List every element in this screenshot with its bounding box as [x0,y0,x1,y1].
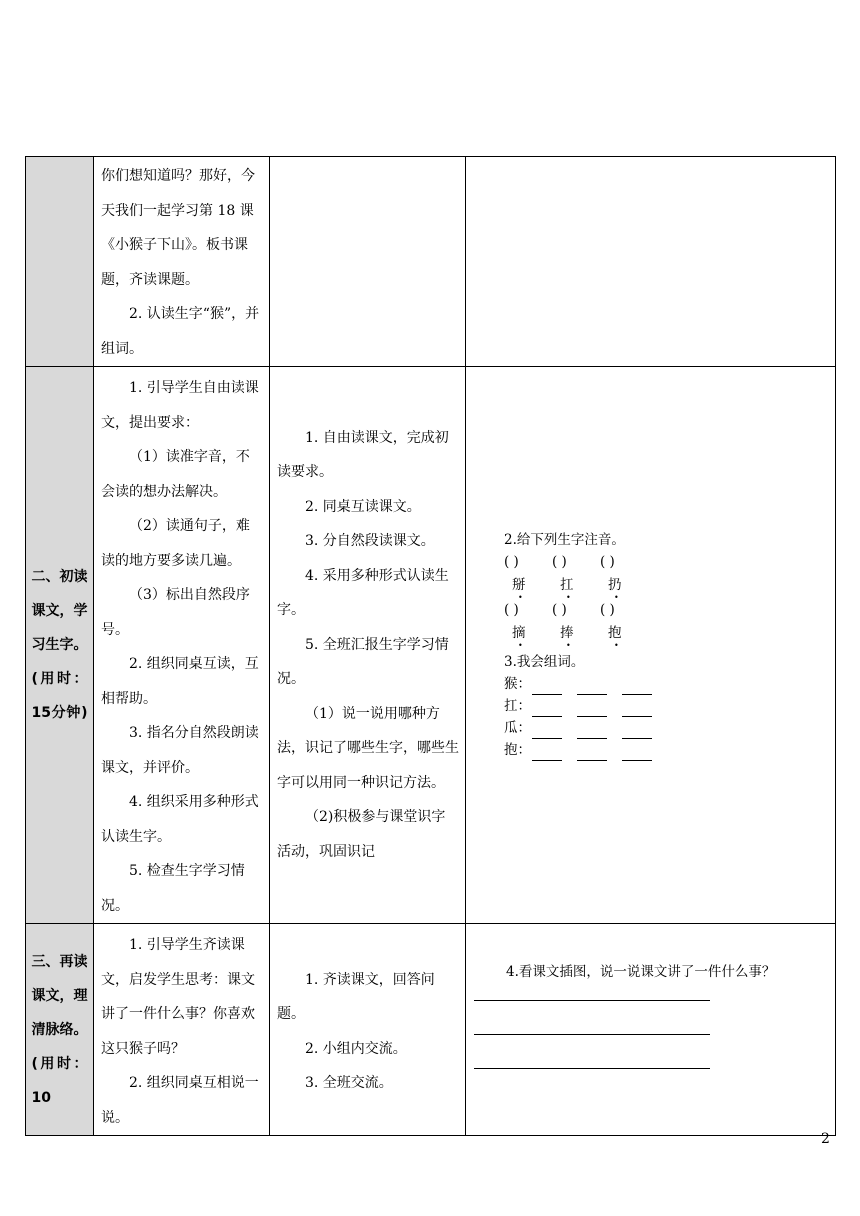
student-text: 5. 全班汇报生字学习情况。 [277,636,449,688]
teacher-text: 你们想知道吗？那好，今天我们一起学习第 18 课《小猴子下山》。板书课题，齐读课题。 [101,168,255,288]
word-label: 猴： [504,676,531,692]
student-text: 1. 齐读课文，回答问题。 [277,971,435,1022]
char: 扛 • [560,573,592,599]
teacher-text: 2. 组织同桌互相说一说。 [101,1075,259,1126]
teacher-text: 5. 检查生字学习情况。 [101,863,245,914]
exercise-q4-title: 4.看课文插图，说一说课文讲了一件什么事？ [506,964,776,980]
word-row [504,739,835,761]
word-row [504,695,835,717]
answer-blank [532,680,562,695]
answer-blank [622,680,652,695]
teacher-text: 2. 组织同桌互读，互相帮助。 [101,656,259,707]
teacher-text: 1. 引导学生齐读课文，启发学生思考：课文讲了一件什么事？你喜欢这只猴子吗？ [101,937,255,1057]
table-row [26,367,836,924]
answer-blank [622,724,652,739]
stage-label: 三、再读课文，理清脉络。(用时：10 [31,953,88,1106]
stage-label: 二、初读课文，学习生字。(用时：15分钟) [31,569,88,721]
exercise-block [466,529,835,761]
teacher-text: 4. 组织采用多种形式认读生字。 [101,794,259,845]
table-row [26,157,836,367]
teacher-text: （3）标出自然段序号。 [101,587,250,638]
lesson-plan-table [25,156,836,1136]
answer-blank [532,724,562,739]
pinyin-blanks-row [504,599,835,621]
pinyin-blank: ( ) [600,554,615,570]
student-activity-cell [270,924,466,1136]
answer-blank [577,680,607,695]
student-activity-cell [270,367,466,924]
answer-blank [532,746,562,761]
answer-blank [577,746,607,761]
page-number: 2 [821,1131,830,1147]
student-text: 3. 分自然段读课文。 [305,533,435,550]
char: 捧 • [560,621,592,647]
char: 抱 • [608,621,640,647]
char: 掰 • [512,573,544,599]
pinyin-blank: ( ) [552,602,567,618]
student-text: 4. 采用多种形式认读生字。 [277,567,449,619]
pinyin-blanks-row [504,551,835,573]
student-text: 2. 同桌互读课文。 [305,498,421,515]
answer-blank [577,702,607,717]
answer-blank [532,702,562,717]
answer-blank [577,724,607,739]
pinyin-blank: ( ) [552,554,567,570]
answer-blank [622,702,652,717]
teacher-activity-cell [94,924,270,1136]
answer-line [474,982,710,1001]
word-row [504,673,835,695]
stage-cell [26,924,94,1136]
answer-blank [622,746,652,761]
char-row [512,621,835,647]
char: 摘 • [512,621,544,647]
student-text: （2)积极参与课堂识字活动，巩固识记 [277,809,446,860]
char-row [512,573,835,599]
exercise-cell [466,924,836,1136]
word-label: 抱： [504,742,531,758]
pinyin-blank: ( ) [504,554,519,570]
exercise-q3-title: 3.我会组词。 [504,654,585,670]
student-text: 2. 小组内交流。 [305,1040,407,1057]
teacher-activity-cell [94,157,270,367]
exercise-q2-title: 2.给下列生字注音。 [504,532,625,548]
exercise-cell [466,157,836,367]
answer-line [474,1035,710,1069]
answer-line [474,1001,710,1035]
stage-cell [26,157,94,367]
char: 扔 • [608,573,640,599]
teacher-text: 2. 认读生字“猴”，并组词。 [101,306,260,357]
word-row [504,717,835,739]
student-text: （1）说一说用哪种方法，识记了哪些生字，哪些生字可以用同一种识记方法。 [277,705,459,791]
stage-cell [26,367,94,924]
teacher-text: （2）读通句子，难读的地方要多读几遍。 [101,518,250,569]
exercise-cell [466,367,836,924]
teacher-text: 3. 指名分自然段朗读课文，并评价。 [101,725,259,776]
pinyin-blank: ( ) [600,602,615,618]
word-label: 扛： [504,698,531,714]
table-row [26,924,836,1136]
student-activity-cell [270,157,466,367]
student-text: 1. 自由读课文，完成初读要求。 [277,429,449,481]
teacher-activity-cell [94,367,270,924]
pinyin-blank: ( ) [504,602,519,618]
teacher-text: 1. 引导学生自由读课文，提出要求： [101,380,259,431]
student-text: 3. 全班交流。 [305,1075,393,1091]
word-label: 瓜： [504,720,531,736]
teacher-text: （1）读准字音，不会读的想办法解决。 [101,449,250,500]
